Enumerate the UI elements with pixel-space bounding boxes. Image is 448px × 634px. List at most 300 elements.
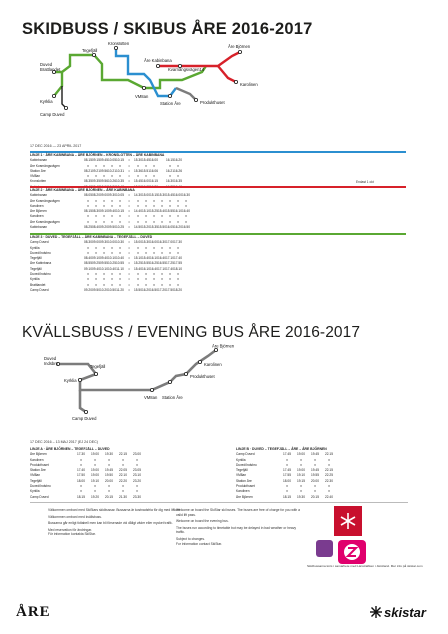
- time-cell: x: [94, 489, 96, 494]
- time-cell: x: [145, 163, 147, 168]
- time-cell: 08.30: [92, 209, 100, 214]
- stop-name: Duved/Indsbro: [30, 250, 51, 255]
- are-logo: ÅRE: [16, 604, 51, 620]
- separator-dot: •: [128, 240, 130, 245]
- separator-dot: •: [128, 287, 130, 292]
- grey-route-line: [176, 88, 196, 100]
- time-cell: x: [161, 203, 163, 208]
- time-cell: x: [111, 214, 113, 219]
- time-cell: 09.10: [100, 209, 108, 214]
- line2-title: LINJE 2 · ÅRE KABINBANA – ÅRE BJÖRNEN – ÅRE KABINBANA: [30, 188, 135, 192]
- time-cell: 17.30: [77, 452, 85, 457]
- time-cell: x: [111, 272, 113, 277]
- time-cell: 16.20: [174, 158, 182, 163]
- time-cell: 09.56: [100, 168, 108, 173]
- time-cell: x: [136, 489, 138, 494]
- time-cell: x: [286, 489, 288, 494]
- separator-dot: •: [128, 198, 130, 203]
- app-logo-pink: [338, 540, 366, 564]
- stop-name: Kronslotten: [30, 179, 47, 184]
- time-cell: 10.50: [108, 287, 116, 292]
- time-cell: x: [153, 203, 155, 208]
- time-cell: x: [161, 214, 163, 219]
- separator-dot: •: [128, 203, 130, 208]
- eve-stop-station-are: [168, 380, 171, 383]
- time-cell: x: [169, 245, 171, 250]
- stop-kyrklia: [52, 94, 55, 97]
- stop-name: Åre Kvarnängsvägen: [30, 219, 60, 224]
- time-cell: 19.30: [105, 452, 113, 457]
- separator-dot: •: [128, 256, 130, 261]
- time-cell: 23.20: [133, 478, 141, 483]
- time-cell: x: [169, 272, 171, 277]
- time-cell: 10.10: [100, 266, 108, 271]
- time-cell: 19.00: [297, 468, 305, 473]
- time-cell: x: [145, 272, 147, 277]
- evening-route-branch: [80, 390, 86, 412]
- time-cell: 16.00: [142, 179, 150, 184]
- time-cell: x: [111, 163, 113, 168]
- time-cell: 22.20: [119, 478, 127, 483]
- time-cell: 21.30: [119, 494, 127, 499]
- time-cell: 22.15: [325, 452, 333, 457]
- time-cell: 08.55: [84, 261, 92, 266]
- red-cross-logo: [334, 506, 362, 536]
- time-cell: 09.35: [92, 179, 100, 184]
- time-cell: 10.05: [108, 158, 116, 163]
- time-cell: x: [111, 203, 113, 208]
- time-cell: x: [161, 219, 163, 224]
- time-cell: 08.21: [84, 168, 92, 173]
- time-cell: x: [87, 282, 89, 287]
- label-kronslotten: Kronslotten: [108, 42, 130, 46]
- time-cell: x: [95, 250, 97, 255]
- evening-route-map: [40, 344, 290, 426]
- stop-produkthuset: [194, 98, 197, 101]
- time-cell: x: [119, 214, 121, 219]
- time-cell: 09.55: [100, 261, 108, 266]
- time-cell: x: [87, 277, 89, 282]
- time-cell: 16.10: [150, 256, 158, 261]
- stop-name: Kyrklia: [30, 277, 40, 282]
- time-cell: x: [95, 277, 97, 282]
- time-cell: x: [177, 163, 179, 168]
- time-cell: x: [137, 282, 139, 287]
- time-cell: 09.30: [100, 240, 108, 245]
- time-cell: x: [119, 174, 121, 179]
- stop-name: Produkthuset: [236, 484, 255, 489]
- time-cell: 09.20: [84, 287, 92, 292]
- eve-stop-are-bjornen: [214, 348, 217, 351]
- line1-note: Endast 1 okt: [356, 180, 374, 184]
- time-cell: 16.20: [174, 225, 182, 230]
- time-cell: x: [314, 462, 316, 467]
- z-logo-icon: [338, 540, 366, 564]
- time-cell: x: [185, 219, 187, 224]
- time-cell: x: [153, 245, 155, 250]
- time-cell: 17.40: [166, 266, 174, 271]
- stop-name: Tegefjäll: [30, 266, 42, 271]
- time-cell: x: [161, 245, 163, 250]
- time-cell: x: [119, 203, 121, 208]
- time-cell: 17.55: [283, 473, 291, 478]
- time-cell: 18.00: [283, 478, 291, 483]
- stop-name: Station Åre: [30, 168, 46, 173]
- time-cell: x: [108, 484, 110, 489]
- label-brattlandet: Brattlandet: [40, 67, 61, 72]
- time-cell: x: [103, 214, 105, 219]
- time-cell: x: [328, 457, 330, 462]
- time-cell: 10.15: [116, 209, 124, 214]
- time-cell: x: [137, 214, 139, 219]
- time-cell: 10.31: [116, 168, 124, 173]
- time-cell: 16.30: [182, 193, 190, 198]
- time-cell: 15.25: [134, 261, 142, 266]
- line3-title: LINJE 3 · DUVED – TEGEFJÄLL – ÅRE KABINBANA – TEGEFJÄLL – DUVED: [30, 235, 153, 239]
- time-cell: 16.25: [150, 261, 158, 266]
- time-cell: x: [80, 489, 82, 494]
- time-cell: x: [169, 198, 171, 203]
- time-cell: x: [122, 462, 124, 467]
- time-cell: 09.50: [108, 225, 116, 230]
- time-cell: 10.55: [116, 261, 124, 266]
- time-cell: x: [119, 219, 121, 224]
- time-cell: x: [95, 203, 97, 208]
- time-cell: x: [119, 282, 121, 287]
- time-cell: x: [103, 203, 105, 208]
- info-right: [176, 508, 302, 546]
- time-cell: x: [80, 462, 82, 467]
- time-cell: 19.45: [311, 452, 319, 457]
- time-cell: x: [137, 174, 139, 179]
- time-cell: 17.30: [174, 240, 182, 245]
- time-cell: x: [111, 219, 113, 224]
- time-cell: 15.30: [158, 193, 166, 198]
- time-cell: x: [161, 272, 163, 277]
- time-cell: x: [80, 457, 82, 462]
- time-cell: 17.40: [77, 468, 85, 473]
- separator-dot: •: [128, 277, 130, 282]
- time-cell: x: [177, 277, 179, 282]
- evening-title: KVÄLLSBUSS / EVENING BUS ÅRE 2016-2017: [22, 324, 361, 341]
- time-cell: x: [286, 484, 288, 489]
- time-cell: 10.40: [108, 266, 116, 271]
- time-cell: 23.00: [133, 452, 141, 457]
- stop-name: Brattlandet: [30, 282, 46, 287]
- time-cell: 10.20: [100, 287, 108, 292]
- time-cell: 17.50: [77, 473, 85, 478]
- label-duved: Duved: [40, 62, 53, 67]
- eve-stop-kyrklia: [78, 378, 81, 381]
- time-cell: x: [119, 272, 121, 277]
- time-cell: x: [111, 277, 113, 282]
- time-cell: x: [87, 245, 89, 250]
- time-cell: 09.40: [92, 266, 100, 271]
- separator-dot: •: [128, 245, 130, 250]
- time-cell: x: [145, 174, 147, 179]
- time-cell: x: [153, 198, 155, 203]
- separator-dot: •: [128, 272, 130, 277]
- separator-dot: •: [128, 214, 130, 219]
- table-row: [30, 288, 182, 293]
- time-cell: x: [136, 457, 138, 462]
- time-cell: 19.50: [105, 473, 113, 478]
- time-cell: 16.15: [150, 179, 158, 184]
- separator-dot: •: [128, 174, 130, 179]
- time-cell: 17.45: [283, 452, 291, 457]
- stop-name: Karolinen: [236, 489, 250, 494]
- separator-dot: •: [128, 219, 130, 224]
- time-cell: x: [137, 250, 139, 255]
- eve-label-indsbro: Indsbro: [44, 361, 58, 366]
- label-kyrklia: Kyrklia: [40, 99, 53, 104]
- time-cell: 23.10: [133, 473, 141, 478]
- time-cell: 15.10: [142, 209, 150, 214]
- time-cell: 10.15: [116, 158, 124, 163]
- divider: [30, 502, 408, 503]
- time-cell: x: [145, 277, 147, 282]
- time-cell: 16.40: [150, 266, 158, 271]
- separator-dot: •: [128, 179, 130, 184]
- time-cell: 17.20: [158, 287, 166, 292]
- separator-dot: •: [128, 163, 130, 168]
- time-cell: x: [153, 174, 155, 179]
- time-cell: x: [300, 457, 302, 462]
- stop-are-kabinbana: [156, 64, 159, 67]
- time-cell: 10.30: [116, 240, 124, 245]
- time-cell: x: [95, 163, 97, 168]
- time-cell: x: [87, 272, 89, 277]
- skistar-star-icon: [369, 605, 383, 619]
- time-cell: 09.20: [100, 225, 108, 230]
- time-cell: 23.30: [133, 494, 141, 499]
- separator-dot: •: [128, 250, 130, 255]
- skibus-route-map: [40, 42, 290, 132]
- time-cell: x: [185, 198, 187, 203]
- label-kvarnangsvagen: Kvarnängsvägen14: [168, 67, 205, 72]
- time-cell: x: [95, 198, 97, 203]
- time-cell: 15.40: [142, 256, 150, 261]
- time-cell: x: [300, 489, 302, 494]
- time-cell: 15.40: [134, 266, 142, 271]
- time-cell: 09.56: [100, 179, 108, 184]
- time-cell: x: [95, 214, 97, 219]
- line2-table: [30, 188, 190, 230]
- time-cell: 16.35: [174, 179, 182, 184]
- info-left-2: Välkommen ombord med kvällsbuss.: [48, 514, 102, 519]
- label-vm8an: VM8an: [135, 94, 149, 99]
- time-cell: x: [314, 457, 316, 462]
- eve-stop-karolinen: [198, 360, 201, 363]
- evening-route-line: [58, 350, 216, 390]
- time-cell: 18.20: [174, 287, 182, 292]
- time-cell: x: [103, 250, 105, 255]
- stop-name: Camp Duved: [30, 287, 49, 292]
- time-cell: x: [119, 163, 121, 168]
- eve-label-produkthuset: Produkthuset: [190, 374, 215, 379]
- time-cell: 16.26: [174, 168, 182, 173]
- eve-label-vm8an: VM8an: [144, 395, 158, 400]
- page-title: SKIDBUSS / SKIBUS ÅRE 2016-2017: [22, 20, 313, 38]
- time-cell: 19.20: [91, 494, 99, 499]
- time-cell: 09.00: [92, 240, 100, 245]
- time-cell: 08.15: [84, 158, 92, 163]
- stop-name: Karolinen: [30, 457, 44, 462]
- time-cell: 16.50: [182, 225, 190, 230]
- time-cell: x: [169, 277, 171, 282]
- stop-name: Camp Duved: [30, 494, 49, 499]
- time-cell: x: [137, 245, 139, 250]
- time-cell: x: [177, 219, 179, 224]
- time-cell: 15.30: [142, 240, 150, 245]
- eve-stop-tegefjall: [94, 372, 97, 375]
- time-cell: x: [122, 489, 124, 494]
- time-cell: 17.40: [174, 256, 182, 261]
- time-cell: 14.40: [134, 209, 142, 214]
- time-cell: 15.30: [134, 158, 142, 163]
- time-cell: x: [87, 163, 89, 168]
- time-cell: x: [286, 462, 288, 467]
- time-cell: x: [108, 489, 110, 494]
- time-cell: x: [122, 457, 124, 462]
- stop-name: Camp Duved: [30, 240, 49, 245]
- stop-name: Åre Björnen: [236, 494, 253, 499]
- time-cell: 10.21: [108, 168, 116, 173]
- time-cell: x: [153, 272, 155, 277]
- time-cell: x: [161, 198, 163, 203]
- time-cell: x: [153, 277, 155, 282]
- time-cell: 15.45: [142, 158, 150, 163]
- time-cell: x: [87, 250, 89, 255]
- separator-dot: •: [128, 168, 130, 173]
- time-cell: 18.15: [77, 494, 85, 499]
- stop-name: VM8an: [30, 174, 41, 179]
- time-cell: x: [94, 462, 96, 467]
- stop-vm8an: [142, 86, 145, 89]
- stop-camp-duved: [64, 106, 67, 109]
- time-cell: 09.10: [92, 256, 100, 261]
- time-cell: x: [161, 277, 163, 282]
- time-cell: x: [103, 245, 105, 250]
- time-cell: x: [145, 214, 147, 219]
- stop-karolinen: [234, 80, 237, 83]
- time-cell: 10.25: [108, 261, 116, 266]
- time-cell: 15.36: [134, 168, 142, 173]
- time-cell: x: [137, 163, 139, 168]
- time-cell: x: [177, 203, 179, 208]
- time-cell: 09.30: [108, 193, 116, 198]
- eve-label-camp-duved: Camp Duved: [72, 416, 97, 421]
- stop-tegefjall: [92, 53, 95, 56]
- time-cell: x: [95, 219, 97, 224]
- time-cell: 19.45: [105, 468, 113, 473]
- stop-name: Kyrklia: [30, 489, 40, 494]
- time-cell: 08.25: [84, 225, 92, 230]
- time-cell: x: [314, 489, 316, 494]
- time-cell: x: [145, 198, 147, 203]
- label-camp-duved: Camp Duved: [40, 112, 65, 117]
- time-cell: x: [119, 198, 121, 203]
- time-cell: 16.21: [166, 168, 174, 173]
- time-cell: 22.25: [325, 473, 333, 478]
- time-cell: x: [119, 277, 121, 282]
- evening-line-a-title: LINJE A · ÅRE BJÖRNEN – TEGEFJÄLL – DUVED: [30, 447, 110, 451]
- label-station-are: Station Åre: [160, 101, 181, 106]
- time-cell: x: [145, 219, 147, 224]
- time-cell: x: [137, 272, 139, 277]
- stop-name: VM8an: [236, 473, 247, 478]
- time-cell: x: [300, 484, 302, 489]
- time-cell: 19.30: [297, 494, 305, 499]
- time-cell: 15.55: [166, 209, 174, 214]
- time-cell: 17.50: [166, 287, 174, 292]
- eve-stop-produkthuset: [184, 372, 187, 375]
- time-cell: 17.25: [166, 261, 174, 266]
- time-cell: 19.10: [91, 478, 99, 483]
- eve-label-are-bjornen: Åre Björnen: [212, 344, 235, 349]
- time-cell: 09.21: [92, 168, 100, 173]
- time-cell: 16.06: [150, 168, 158, 173]
- time-cell: x: [145, 282, 147, 287]
- time-cell: x: [177, 214, 179, 219]
- time-cell: x: [108, 462, 110, 467]
- time-cell: 22.15: [119, 452, 127, 457]
- time-cell: 16.10: [142, 266, 150, 271]
- time-cell: 16.50: [150, 287, 158, 292]
- info-right-2: Welcome on board the evening bus.: [176, 519, 229, 524]
- time-cell: 19.00: [297, 452, 305, 457]
- stop-station-are: [168, 94, 171, 97]
- stop-name: VM8an: [30, 473, 41, 478]
- time-cell: 15.45: [134, 179, 142, 184]
- separator-dot: •: [128, 193, 130, 198]
- eve-label-tegefjall: Tegefjäll: [90, 364, 106, 369]
- time-cell: 16.30: [166, 179, 174, 184]
- time-cell: x: [161, 250, 163, 255]
- line1-title: LINJE 1 · ÅRE KABINBANA – ÅRE BJÖRNEN – KRONSLOTTEN – ÅRE KABINBANA: [30, 153, 165, 157]
- stop-name: Duved/Indsbro: [30, 272, 51, 277]
- info-left-3: Bussarna går enligt tidtabell men kan bli försenade vid dåligt väder eller mycket trafik.: [48, 521, 173, 526]
- stop-name: Station Åre: [30, 468, 46, 473]
- time-cell: x: [286, 457, 288, 462]
- time-cell: 08.20: [92, 193, 100, 198]
- time-cell: x: [169, 250, 171, 255]
- info-right-5: For information contact SkiStar.: [176, 541, 222, 546]
- time-cell: 15.35: [150, 225, 158, 230]
- time-cell: x: [111, 198, 113, 203]
- time-cell: 14.30: [134, 193, 142, 198]
- line3-table: [30, 235, 182, 293]
- time-cell: 08.40: [84, 256, 92, 261]
- time-cell: 09.25: [92, 261, 100, 266]
- time-cell: x: [95, 174, 97, 179]
- time-cell: x: [87, 203, 89, 208]
- time-cell: 09.10: [84, 266, 92, 271]
- eve-label-karolinen: Karolinen: [204, 362, 222, 367]
- time-cell: 16.40: [158, 256, 166, 261]
- time-cell: 08.30: [84, 240, 92, 245]
- time-cell: 22.30: [325, 478, 333, 483]
- separator-dot: •: [128, 261, 130, 266]
- time-cell: x: [145, 245, 147, 250]
- separator-dot: •: [128, 225, 130, 230]
- time-cell: x: [87, 174, 89, 179]
- time-cell: 22.05: [119, 468, 127, 473]
- time-cell: x: [328, 489, 330, 494]
- table-row: [30, 495, 144, 500]
- time-cell: x: [177, 272, 179, 277]
- stop-name: Kyrklia: [30, 245, 40, 250]
